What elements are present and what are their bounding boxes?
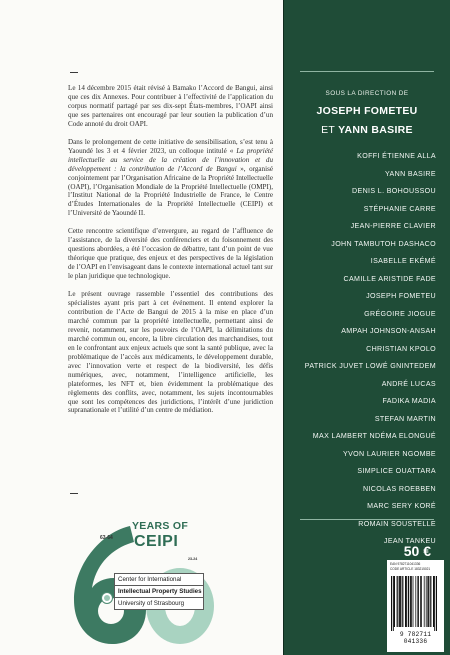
barcode-bar: [434, 576, 435, 631]
bottom-dash: [70, 493, 78, 494]
bottom-rule: [300, 519, 434, 520]
barcode-bar: [430, 576, 431, 627]
barcode-bar: [399, 576, 400, 627]
author-item: YVON LAURIER NGOMBE: [343, 449, 436, 458]
price-label: 50 €: [403, 543, 431, 559]
top-rule: [300, 71, 434, 72]
barcode-icon: [390, 576, 441, 631]
logo-line-3: University of Strasbourg: [118, 600, 185, 607]
ceipi-60-years-logo: [70, 518, 220, 648]
year-end: 23-24: [188, 557, 198, 561]
editor-2: YANN BASIRE: [338, 124, 413, 136]
barcode-bar: [399, 576, 400, 627]
barcode-bar: [436, 576, 437, 631]
article-code: CODE ARTICLE 183215021: [390, 567, 431, 571]
author-item: ISABELLE EKÉMÉ: [370, 257, 436, 265]
logo-line-2: Intellectual Property Studies: [115, 586, 203, 598]
barcode-bar: [405, 576, 406, 627]
author-item: CAMILLE ARISTIDE FADE: [343, 274, 436, 283]
author-item: KOFFI ÉTIENNE ALLA: [357, 152, 436, 160]
barcode-bar: [406, 576, 407, 627]
ceipi-name-box: [114, 573, 204, 610]
author-item: JOSEPH FOMETEU: [366, 292, 436, 300]
barcode-bar: [415, 576, 416, 627]
top-dash: [70, 72, 78, 73]
editor-2-line: [284, 124, 450, 136]
author-item: FADIKA MADIA: [382, 397, 436, 405]
author-item: JEAN-PIERRE CLAVIER: [350, 222, 436, 230]
author-item: DENIS L. BOHOUSSOU: [352, 187, 436, 195]
paragraph-4: Le présent ouvrage rassemble l’essentiel des contributions des spécialistes ayant pris part à cet événement. Il entend explorer la contribution de l’Acte de Bangui de 2015 à la mise en place d’un marché commun par la propriété intellectuelle, permettant ainsi de revenir, notamment, sur les pouvoirs de l’OAPI, la délimitations du marché commun ou, encore, la libre circulation des marchandises, tout en le confrontant aux enjeux actuels que sont la santé publique, avec la problématique de l’accès aux médicaments, le développement durable, avec l’innovation verte et respect de la biodiversité, les défis numériques, avec, notamment, l’intelligence artificielle, les plateformes, les NFT et, bien évidemment la problématique des règlements des conflits, avec, notamment, les sujets incontournables que sont les compétences des juridictions, l’intérêt d’une juridiction supranationale et l’utilité d’un centre de médiation.: [68, 290, 273, 415]
paragraph-1: Le 14 décembre 2015 était révisé à Bamako l’Accord de Bangui, ainsi que ces dix Annexes. Pour contribuer à l’effectivité de l’application du corpus normatif partagé par ses dix-sept États-membres, l’OAPI ainsi que ses partenaires ont encouragé par leur soutien la publication d’un Code annoté du droit OAPI.: [68, 84, 273, 128]
barcode-bar: [417, 576, 418, 627]
barcode-block: [387, 560, 444, 652]
cover-panel: [284, 0, 450, 655]
author-item: MAX LAMBERT NDÉMA ELONGUÉ: [312, 432, 436, 440]
barcode-bar: [402, 576, 403, 627]
author-item: YANN BASIRE: [384, 169, 436, 178]
author-item: STÉPHANIE CARRE: [363, 204, 436, 213]
author-item: CHRISTIAN KPOLO: [366, 344, 436, 353]
paragraph-3: Cette rencontre scientifique d’envergure, au regard de l’affluence de l’assistance, de la diversité des conférenciers et du foisonnement des questions abordées, a été l’occasion de débattre, tant d’un point de vue théorique que pratique, des enjeux et des perspectives de la législation de l’OAPI en l’envisageant dans le contexte international actuel tant sur le plan juridique que technologique.: [68, 227, 273, 281]
paragraph-2: Dans le prolongement de cette initiative de sensibilisation, s’est tenu à Yaoundé les 3 et 4 février 2023, un colloque intitulé « La propriété intellectuelle au service de la création de l’innovation et du développement : la contribution de l’Accord de Bangui », organisé conjointement par l’Organisation Africaine de la Propriété Intellectuelle (OAPI), l’Organisation Mondiale de la Propriété Intellectuelle (OMPI), l’Institut National de la Propriété Industrielle de France, le Centre d’Études Internationales de la Propriété Intellectuelle (CEIPI) et l’Université de Yaoundé II.: [68, 137, 274, 218]
barcode-bar: [433, 576, 434, 627]
barcode-bar: [410, 576, 411, 627]
editor-1: JOSEPH FOMETEU: [316, 105, 418, 117]
barcode-bar: [418, 576, 419, 627]
author-item: ANDRÉ LUCAS: [381, 379, 436, 388]
summary-text: [68, 84, 273, 424]
logo-line-1: Center for International: [115, 574, 203, 586]
direction-label: SOUS LA DIRECTION DE: [325, 90, 409, 97]
author-item: MARC SERY KORÉ: [367, 502, 436, 510]
seal-icon: [101, 592, 113, 604]
barcode-digits: 9 782711 041336: [399, 631, 432, 645]
barcode-bar: [427, 576, 428, 627]
author-item: GRÉGOIRE JIOGUE: [364, 309, 436, 318]
ean-label: EAN 9782711041336: [390, 562, 421, 566]
barcode-bar: [394, 576, 395, 627]
barcode-bar: [413, 576, 414, 627]
barcode-bar: [426, 576, 427, 627]
barcode-bar: [429, 576, 430, 627]
barcode-bar: [421, 576, 422, 627]
barcode-bar: [391, 576, 392, 631]
barcode-bar: [424, 576, 425, 627]
barcode-bar: [401, 576, 402, 627]
barcode-bar: [411, 576, 412, 627]
author-item: AMPAH JOHNSON-ANSAH: [341, 327, 436, 335]
editor-conjunction: ET: [321, 124, 335, 136]
barcode-bar: [408, 576, 409, 627]
author-item: JEAN TANKEU: [383, 537, 436, 545]
years-of-label: YEARS OF: [132, 520, 189, 532]
year-start: 63-64: [100, 535, 113, 541]
author-item: NICOLAS ROEBBEN: [362, 484, 436, 493]
barcode-bar: [420, 576, 421, 627]
author-item: STEFAN MARTIN: [374, 414, 436, 423]
author-item: SIMPLICE OUATTARA: [357, 467, 436, 475]
author-list: [286, 148, 436, 551]
author-item: ROMAIN SOUSTELLE: [358, 519, 436, 528]
author-item: JOHN TAMBUTOH DASHACO: [331, 239, 436, 248]
ceipi-label: CEIPI: [134, 533, 179, 550]
author-item: PATRICK JUVET LOWÉ GNINTEDEM: [304, 362, 436, 370]
barcode-bar: [393, 576, 394, 631]
barcode-bar: [397, 576, 398, 627]
